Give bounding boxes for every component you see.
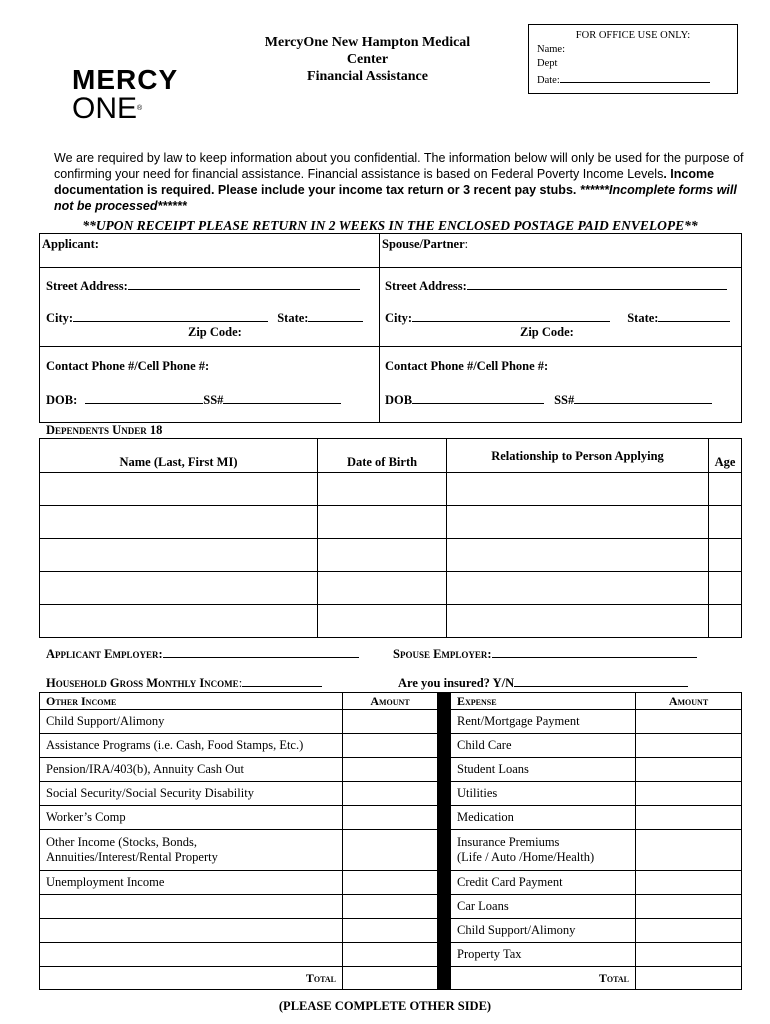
dependent-name-cell[interactable] bbox=[40, 506, 318, 539]
income-expense-row bbox=[40, 806, 742, 830]
other-income-item: Child Support/Alimony bbox=[40, 710, 343, 734]
spouse-city-field[interactable] bbox=[412, 309, 610, 322]
dependent-dob-cell[interactable] bbox=[318, 539, 447, 572]
spouse-state-field[interactable] bbox=[658, 309, 730, 322]
spouse-city-row bbox=[385, 309, 730, 326]
spouse-state-label: State: bbox=[627, 311, 659, 325]
applicant-dob-row bbox=[46, 391, 341, 408]
insured-field[interactable] bbox=[514, 674, 688, 687]
other-income-amount[interactable] bbox=[343, 943, 438, 967]
applicant-city-label: City: bbox=[46, 311, 74, 325]
applicant-phone-label: Contact Phone #/Cell Phone #: bbox=[46, 359, 210, 373]
dependent-dob-cell[interactable] bbox=[318, 605, 447, 638]
applicant-ss-field[interactable] bbox=[223, 391, 341, 404]
spouse-street-label: Street Address: bbox=[385, 279, 467, 293]
title-line-1: MercyOne New Hampton Medical bbox=[264, 35, 471, 50]
expense-amount[interactable] bbox=[636, 782, 742, 806]
spouse-dob-row bbox=[385, 391, 712, 408]
black-separator bbox=[438, 943, 451, 967]
black-separator bbox=[438, 758, 451, 782]
dependent-row bbox=[40, 539, 742, 572]
dependent-age-cell[interactable] bbox=[709, 572, 742, 605]
dependent-relationship-cell[interactable] bbox=[447, 506, 709, 539]
income-expense-table bbox=[39, 692, 742, 990]
dependent-relationship-cell[interactable] bbox=[447, 539, 709, 572]
col-name: Name (Last, First MI) bbox=[40, 439, 318, 473]
office-title: FOR OFFICE USE ONLY: bbox=[575, 30, 691, 41]
black-separator bbox=[438, 710, 451, 734]
income-total-label: Total bbox=[40, 967, 343, 990]
expense-item: Utilities bbox=[451, 782, 636, 806]
office-use-box bbox=[528, 24, 738, 94]
black-separator bbox=[438, 895, 451, 919]
dependent-row bbox=[40, 572, 742, 605]
intro-text-3: ******Incomplete forms will not be processed****** bbox=[54, 183, 737, 213]
expense-amount[interactable] bbox=[636, 943, 742, 967]
other-income-item: Unemployment Income bbox=[40, 871, 343, 895]
dependent-relationship-cell[interactable] bbox=[447, 605, 709, 638]
applicant-label: Applicant: bbox=[42, 237, 99, 251]
applicant-street-field[interactable] bbox=[128, 277, 360, 290]
dependent-name-cell[interactable] bbox=[40, 473, 318, 506]
applicant-employer-label: Applicant Employer: bbox=[46, 647, 163, 661]
other-income-item: Social Security/Social Security Disability bbox=[40, 782, 343, 806]
other-income-amount[interactable] bbox=[343, 895, 438, 919]
insured-label: Are you insured? Y/N bbox=[398, 676, 515, 690]
dependent-dob-cell[interactable] bbox=[318, 572, 447, 605]
black-separator bbox=[438, 734, 451, 758]
intro-text-2: . Income documentation is required. Please include your income tax return or 3 recent pay stubs. bbox=[54, 167, 715, 197]
other-income-item bbox=[40, 943, 343, 967]
mercyone-logo bbox=[72, 66, 202, 126]
expense-total-label: Total bbox=[451, 967, 636, 990]
other-income-amount[interactable] bbox=[343, 830, 438, 871]
applicant-employer-field[interactable] bbox=[163, 645, 359, 658]
black-separator bbox=[438, 967, 451, 990]
other-income-item bbox=[40, 895, 343, 919]
applicant-state-label: State: bbox=[277, 311, 309, 325]
black-separator bbox=[438, 830, 451, 871]
spouse-employer-label: Spouse Employer: bbox=[393, 647, 492, 661]
other-income-amount[interactable] bbox=[343, 734, 438, 758]
box-divider-1 bbox=[40, 267, 741, 268]
dependent-name-cell[interactable] bbox=[40, 539, 318, 572]
insured-row bbox=[398, 674, 688, 691]
income-expense-row bbox=[40, 871, 742, 895]
col-age: Age bbox=[709, 439, 742, 473]
applicant-zip-label: Zip Code: bbox=[188, 325, 242, 339]
black-separator bbox=[438, 871, 451, 895]
expense-amount-header: Amount bbox=[636, 693, 742, 710]
logo-line-2: ONE® bbox=[72, 92, 143, 125]
income-expense-row bbox=[40, 782, 742, 806]
income-expense-row bbox=[40, 943, 742, 967]
expense-amount[interactable] bbox=[636, 895, 742, 919]
other-income-amount[interactable] bbox=[343, 710, 438, 734]
other-income-item: Other Income (Stocks, Bonds, Annuities/Interest/Rental Property bbox=[40, 830, 343, 871]
expense-amount[interactable] bbox=[636, 734, 742, 758]
other-income-item: Pension/IRA/403(b), Annuity Cash Out bbox=[40, 758, 343, 782]
applicant-city-field[interactable] bbox=[73, 309, 268, 322]
box-divider-vertical bbox=[379, 234, 380, 422]
office-name-label: Name: bbox=[537, 44, 565, 55]
income-expense-row bbox=[40, 919, 742, 943]
dependent-name-cell[interactable] bbox=[40, 572, 318, 605]
dependents-heading: Dependents Under 18 bbox=[46, 423, 163, 437]
dependent-dob-cell[interactable] bbox=[318, 473, 447, 506]
other-income-amount[interactable] bbox=[343, 758, 438, 782]
other-income-header: Other Income bbox=[40, 693, 343, 710]
spouse-label: Spouse/Partner: bbox=[382, 237, 469, 251]
spouse-employer-field[interactable] bbox=[492, 645, 697, 658]
dependent-relationship-cell[interactable] bbox=[447, 473, 709, 506]
intro-text-1: We are required by law to keep information about you confidential. The information below will only be used for the purpose of confirming your need for financial assistance. Financial assistance is based on Federal Poverty Income Levels bbox=[54, 151, 744, 181]
dependent-row bbox=[40, 506, 742, 539]
spouse-dob-field[interactable] bbox=[412, 391, 544, 404]
footer-note: (PLEASE COMPLETE OTHER SIDE) bbox=[278, 999, 492, 1013]
box-divider-2 bbox=[40, 346, 741, 347]
dependent-relationship-cell[interactable] bbox=[447, 572, 709, 605]
black-separator bbox=[438, 693, 451, 710]
spouse-ss-label: SS# bbox=[554, 393, 575, 407]
dependent-dob-cell[interactable] bbox=[318, 506, 447, 539]
black-separator bbox=[438, 919, 451, 943]
spouse-street-field[interactable] bbox=[467, 277, 727, 290]
expense-amount[interactable] bbox=[636, 871, 742, 895]
spouse-phone-label: Contact Phone #/Cell Phone #: bbox=[385, 359, 549, 373]
household-income-label: Household Gross Monthly Income bbox=[46, 676, 239, 690]
expense-item: Medication bbox=[451, 806, 636, 830]
col-relationship: Relationship to Person Applying bbox=[447, 439, 709, 473]
spouse-employer-row bbox=[393, 645, 697, 662]
income-amount-header: Amount bbox=[343, 693, 438, 710]
dependent-age-cell[interactable] bbox=[709, 605, 742, 638]
other-income-item: Assistance Programs (i.e. Cash, Food Stamps, Etc.) bbox=[40, 734, 343, 758]
income-expense-row bbox=[40, 734, 742, 758]
spouse-zip-label: Zip Code: bbox=[520, 325, 574, 339]
form-title bbox=[230, 34, 505, 85]
applicant-ss-label: SS# bbox=[203, 393, 224, 407]
expense-item: Credit Card Payment bbox=[451, 871, 636, 895]
dependents-header-row bbox=[40, 439, 742, 473]
dependents-table bbox=[39, 438, 742, 638]
expense-amount[interactable] bbox=[636, 919, 742, 943]
expense-item: Property Tax bbox=[451, 943, 636, 967]
title-line-2: Center bbox=[346, 52, 389, 67]
applicant-city-row bbox=[46, 309, 363, 326]
dependent-name-cell[interactable] bbox=[40, 605, 318, 638]
income-expense-row bbox=[40, 710, 742, 734]
spouse-ss-field[interactable] bbox=[574, 391, 712, 404]
dependent-row bbox=[40, 605, 742, 638]
spouse-city-label: City: bbox=[385, 311, 413, 325]
other-income-amount[interactable] bbox=[343, 806, 438, 830]
office-date-label: Date: bbox=[537, 75, 560, 86]
office-date-field[interactable] bbox=[560, 71, 710, 83]
office-dept-label: Dept bbox=[537, 58, 558, 69]
black-separator bbox=[438, 806, 451, 830]
dependent-row bbox=[40, 473, 742, 506]
expense-item: Rent/Mortgage Payment bbox=[451, 710, 636, 734]
income-header-row bbox=[40, 693, 742, 710]
income-total-amount[interactable] bbox=[343, 967, 438, 990]
dependent-age-cell[interactable] bbox=[709, 473, 742, 506]
applicant-dob-label: DOB: bbox=[46, 393, 78, 407]
other-income-item: Worker’s Comp bbox=[40, 806, 343, 830]
spouse-street-row bbox=[385, 277, 727, 294]
applicant-employer-row bbox=[46, 645, 359, 662]
expense-header: Expense bbox=[451, 693, 636, 710]
logo-line-1: MERCY bbox=[72, 64, 179, 95]
dependent-age-cell[interactable] bbox=[709, 506, 742, 539]
dependent-age-cell[interactable] bbox=[709, 539, 742, 572]
applicant-dob-field[interactable] bbox=[85, 391, 203, 404]
household-income-field[interactable] bbox=[242, 674, 322, 687]
income-expense-row bbox=[40, 830, 742, 871]
expense-item: Child Care bbox=[451, 734, 636, 758]
household-income-row: Household Gross Monthly Income: bbox=[46, 674, 322, 691]
intro-paragraph bbox=[54, 150, 744, 214]
income-expense-row bbox=[40, 758, 742, 782]
applicant-state-field[interactable] bbox=[308, 309, 363, 322]
other-income-amount[interactable] bbox=[343, 782, 438, 806]
expense-amount[interactable] bbox=[636, 830, 742, 871]
expense-amount[interactable] bbox=[636, 758, 742, 782]
office-date-row bbox=[537, 71, 737, 88]
expense-item: Insurance Premiums (Life / Auto /Home/Health) bbox=[451, 830, 636, 871]
expense-item: Student Loans bbox=[451, 758, 636, 782]
title-line-3: Financial Assistance bbox=[307, 69, 428, 84]
col-dob: Date of Birth bbox=[318, 439, 447, 473]
income-expense-row bbox=[40, 895, 742, 919]
expense-amount[interactable] bbox=[636, 806, 742, 830]
return-notice: **UPON RECEIPT PLEASE RETURN IN 2 WEEKS IN THE ENCLOSED POSTAGE PAID ENVELOPE** bbox=[82, 218, 698, 233]
other-income-item bbox=[40, 919, 343, 943]
black-separator bbox=[438, 782, 451, 806]
other-income-amount[interactable] bbox=[343, 871, 438, 895]
other-income-amount[interactable] bbox=[343, 919, 438, 943]
expense-item: Car Loans bbox=[451, 895, 636, 919]
applicant-spouse-box bbox=[39, 233, 742, 423]
applicant-street-label: Street Address: bbox=[46, 279, 128, 293]
expense-item: Child Support/Alimony bbox=[451, 919, 636, 943]
expense-total-amount[interactable] bbox=[636, 967, 742, 990]
expense-amount[interactable] bbox=[636, 710, 742, 734]
total-row bbox=[40, 967, 742, 990]
spouse-dob-label: DOB bbox=[385, 393, 413, 407]
applicant-street-row bbox=[46, 277, 360, 294]
